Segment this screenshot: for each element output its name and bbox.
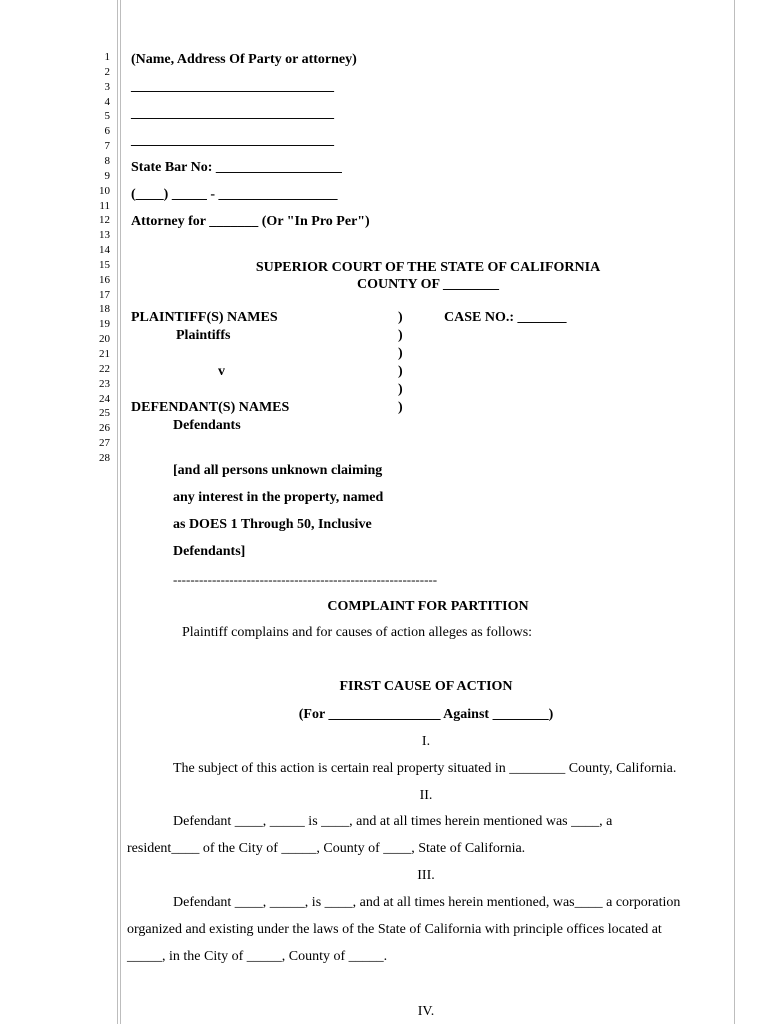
line-number: 12 <box>99 214 110 227</box>
caption-paren: ) <box>398 400 403 415</box>
blank-line: _____________________________ <box>131 79 334 94</box>
complaint-title: COMPLAINT FOR PARTITION <box>327 599 529 614</box>
line-number: 11 <box>99 199 110 212</box>
paragraph-line: resident____ of the City of _____, County of ____, State of California. <box>127 841 526 856</box>
dashed-separator: ------------------------------------------------------------- <box>173 572 438 587</box>
section-number: I. <box>421 734 431 749</box>
line-number: 3 <box>104 80 110 93</box>
line-number: 14 <box>99 244 110 257</box>
margin-rule-left-outer <box>117 0 118 1024</box>
line-number: 22 <box>99 362 110 375</box>
line-number: 9 <box>104 169 110 182</box>
court-name: SUPERIOR COURT OF THE STATE OF CALIFORNIA <box>255 260 601 275</box>
section-number: II. <box>419 788 433 803</box>
line-number: 19 <box>99 318 110 331</box>
plaintiffs-label: Plaintiffs <box>176 328 231 343</box>
line-number: 5 <box>104 110 110 123</box>
line-number: 6 <box>104 125 110 138</box>
paragraph-line: organized and existing under the laws of the State of California with principle offices located at <box>127 922 662 937</box>
margin-rule-right <box>734 0 735 1024</box>
cause-of-action-title: FIRST CAUSE OF ACTION <box>339 679 513 694</box>
unknown-parties-line: as DOES 1 Through 50, Inclusive <box>173 517 372 532</box>
caption-paren: ) <box>398 310 403 325</box>
line-number: 27 <box>99 437 110 450</box>
caption-paren: ) <box>398 346 403 361</box>
unknown-parties-line: Defendants] <box>173 544 246 559</box>
state-bar-number: State Bar No: __________________ <box>131 160 342 175</box>
line-number: 7 <box>104 140 110 153</box>
line-number: 25 <box>99 407 110 420</box>
line-number: 1 <box>104 51 110 63</box>
line-number: 13 <box>99 229 110 242</box>
defendants-label: Defendants <box>173 418 241 433</box>
paragraph-line: Defendant ____, _____, is ____, and at all times herein mentioned, was____ a corporation <box>173 895 681 910</box>
line-number: 20 <box>99 333 110 346</box>
case-number: CASE NO.: _______ <box>444 310 567 325</box>
line-number: 15 <box>99 258 110 271</box>
line-number: 28 <box>99 451 110 464</box>
court-county: COUNTY OF ________ <box>356 277 500 292</box>
cause-of-action-subtitle: (For ________________ Against ________) <box>298 707 554 722</box>
complaint-intro: Plaintiff complains and for causes of action alleges as follows: <box>182 625 533 640</box>
line-number: 26 <box>99 422 110 435</box>
line-number: 16 <box>99 273 110 286</box>
line-number: 2 <box>104 65 110 78</box>
line-number: 18 <box>99 303 110 316</box>
line-number: 4 <box>104 95 110 108</box>
paragraph-line: _____, in the City of _____, County of _____. <box>127 949 388 964</box>
caption-paren: ) <box>398 364 403 379</box>
line-number: 23 <box>99 377 110 390</box>
blank-line: _____________________________ <box>131 106 334 121</box>
line-number: 8 <box>104 154 110 167</box>
line-number: 10 <box>99 184 110 197</box>
line-number: 21 <box>99 348 110 360</box>
blank-line: _____________________________ <box>131 133 334 148</box>
unknown-parties-line: [and all persons unknown claiming <box>173 463 383 478</box>
section-number: III. <box>417 868 435 883</box>
attorney-for: Attorney for _______ (Or "In Pro Per") <box>131 214 370 229</box>
unknown-parties-line: any interest in the property, named <box>173 490 384 505</box>
phone-number: (____) _____ - _________________ <box>131 187 338 202</box>
party-label: (Name, Address Of Party or attorney) <box>131 52 357 67</box>
section-number: IV. <box>417 1004 435 1019</box>
line-number: 17 <box>99 288 110 301</box>
caption-paren: ) <box>398 328 403 343</box>
plaintiff-names: PLAINTIFF(S) NAMES <box>131 310 278 325</box>
paragraph-line: Defendant ____, _____ is ____, and at all times herein mentioned was ____, a <box>173 814 613 829</box>
margin-rule-left-inner <box>120 0 121 1024</box>
paragraph-line: The subject of this action is certain real property situated in ________ County, California. <box>173 761 677 776</box>
versus-label: v <box>218 364 225 379</box>
line-number: 24 <box>99 392 110 405</box>
caption-paren: ) <box>398 382 403 397</box>
defendant-names: DEFENDANT(S) NAMES <box>131 400 290 415</box>
